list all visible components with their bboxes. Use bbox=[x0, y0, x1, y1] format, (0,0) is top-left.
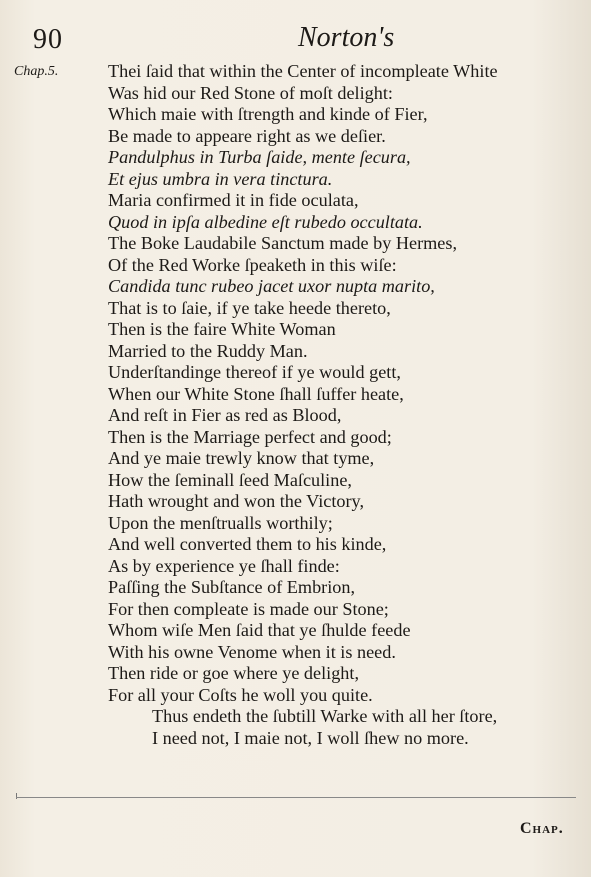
verse-line: Whom wiſe Men ſaid that ye ſhulde feede bbox=[108, 620, 411, 640]
verse-line: Paſſing the Subſtance of Embrion, bbox=[108, 577, 356, 597]
verse-line: I need not, I maie not, I woll ſhew no more. bbox=[152, 727, 469, 748]
verse-text-block bbox=[108, 61, 578, 749]
verse-line: Then ride or goe where ye delight, bbox=[108, 663, 359, 683]
verse-line: Pandulphus in Turba ſaide, mente ſecura, bbox=[108, 147, 411, 167]
verse-line: Quod in ipſa albedine eſt rubedo occultata. bbox=[108, 211, 423, 232]
verse-line: Upon the menſtrualls worthily; bbox=[108, 512, 333, 533]
verse-line: Married to the Ruddy Man. bbox=[108, 340, 308, 361]
verse-line: How the ſeminall ſeed Maſculine, bbox=[108, 469, 352, 490]
verse-line: As by experience ye ſhall finde: bbox=[108, 555, 340, 576]
verse-line: For then compleate is made our Stone; bbox=[108, 598, 389, 619]
verse-line: With his owne Venome when it is need. bbox=[108, 641, 396, 662]
verse-line: Hath wrought and won the Victory, bbox=[108, 491, 365, 511]
verse-line: That is to ſaie, if ye take heede thereto, bbox=[108, 297, 391, 318]
verse-line: The Boke Laudabile Sanctum made by Hermes, bbox=[108, 233, 457, 253]
page-number: 90 bbox=[33, 24, 63, 55]
verse-line: Thus endeth the ſubtill Warke with all her ſtore, bbox=[152, 706, 498, 726]
verse-line: Underſtandinge thereof if ye would gett, bbox=[108, 362, 401, 382]
verse-line: Candida tunc rubeo jacet uxor nupta marito, bbox=[108, 276, 435, 296]
frame-rule-left bbox=[16, 793, 17, 799]
verse-line: And well converted them to his kinde, bbox=[108, 534, 387, 554]
verse-line: Thei ſaid that within the Center of incompleate White bbox=[108, 61, 498, 81]
catchword: Chap. bbox=[520, 820, 564, 837]
verse-line: Be made to appeare right as we deſier. bbox=[108, 125, 386, 146]
verse-line: Which maie with ſtrength and kinde of Fier, bbox=[108, 104, 428, 124]
margin-chapter-note: Chap.5. bbox=[14, 64, 59, 79]
verse-line: And reſt in Fier as red as Blood, bbox=[108, 405, 342, 425]
frame-rule-bottom bbox=[16, 797, 576, 798]
verse-line: Was hid our Red Stone of moſt delight: bbox=[108, 82, 393, 103]
verse-line: Maria confirmed it in fide oculata, bbox=[108, 190, 359, 210]
verse-line: Of the Red Worke ſpeaketh in this wiſe: bbox=[108, 254, 397, 275]
verse-line: When our White Stone ſhall ſuffer heate, bbox=[108, 383, 404, 404]
verse-line: For all your Coſts he woll you quite. bbox=[108, 684, 373, 705]
verse-line: Then is the faire White Woman bbox=[108, 319, 336, 339]
verse-line: Et ejus umbra in vera tinctura. bbox=[108, 168, 333, 189]
verse-line: And ye maie trewly know that tyme, bbox=[108, 448, 375, 468]
running-title: Norton's bbox=[298, 22, 395, 53]
verse-line: Then is the Marriage perfect and good; bbox=[108, 426, 392, 447]
